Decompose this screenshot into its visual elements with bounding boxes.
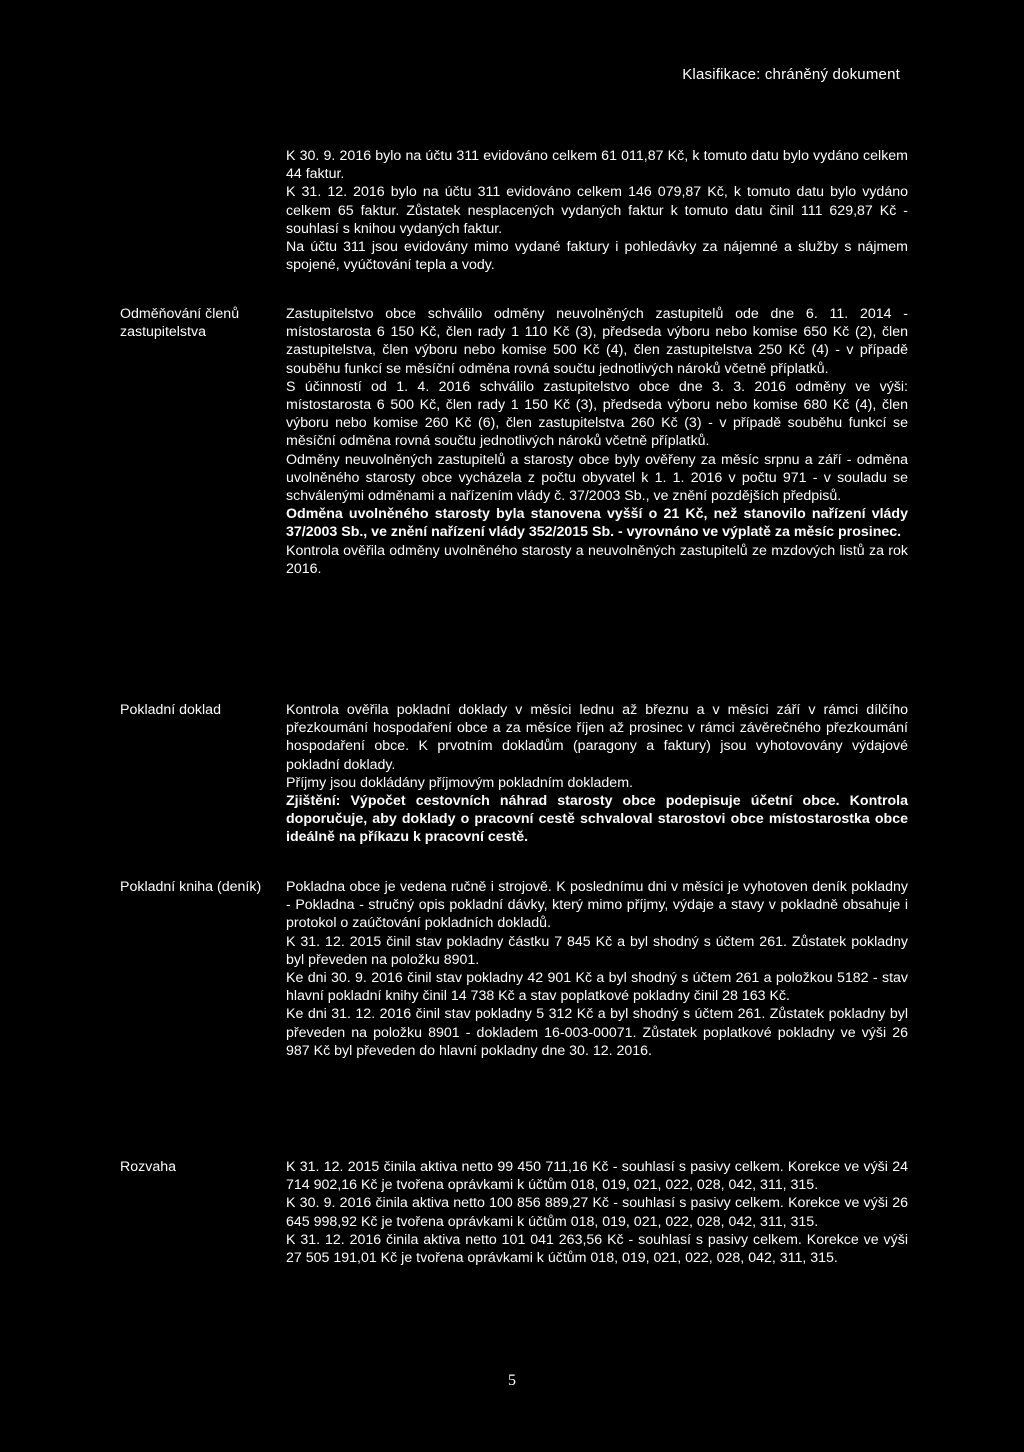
intro-paragraph: K 31. 12. 2016 bylo na účtu 311 evidováno celkem 146 079,87 Kč, k tomuto datu bylo vydáno celkem 65 faktur. Zůstatek nesplacených vydaných faktur k tomuto datu činil 111 629,87 Kč - souhlasí s knihou vydaných faktur. xyxy=(286,184,908,237)
section-body xyxy=(286,1158,908,1267)
section-label: Pokladní kniha (deník) xyxy=(120,879,262,895)
section-body xyxy=(286,701,908,847)
section-body xyxy=(286,878,908,1060)
section-paragraph: Kontrola ověřila odměny uvolněného starosty a neuvolněných zastupitelů ze mzdových listů za rok 2016. xyxy=(286,542,908,577)
section-paragraph: K 31. 12. 2015 činila aktiva netto 99 450 711,16 Kč - souhlasí s pasivy celkem. Korekce ve výši 24 714 902,16 Kč je tvořena oprávkami k účtům 018, 019, 021, 022, 028, 042, 311, 315. xyxy=(286,1159,908,1194)
section-paragraph: Odměny neuvolněných zastupitelů a starosty obce byly ověřeny za měsíc srpnu a září - odměna uvolněného starosty obce vycházela z počtu obyvatel k 1. 1. 2016 v počtu 971 - v souladu se schválenými odměnami a nařízením vlády č. 37/2003 Sb., ve znění pozdějších předpisů. xyxy=(286,451,908,505)
section-paragraph: Zastupitelstvo obce schválilo odměny neuvolněných zastupitelů ode dne 6. 11. 2014 - místostarosta 6 150 Kč, člen rady 1 110 Kč (3), předseda výboru nebo komise 650 Kč (2), člen zastupitelstva, člen výboru nebo komise 500 Kč (4), člen zastupitelstva 250 Kč (4) - v případě souběhu funkcí se měsíční odměna rovná součtu jednotlivých nároků včetně příplatků. xyxy=(286,306,908,377)
intro-paragraph: Na účtu 311 jsou evidovány mimo vydané faktury i pohledávky za nájemné a služby s nájmem spojené, vyúčtování tepla a vody. xyxy=(286,239,908,274)
section-body xyxy=(286,305,908,578)
finding-paragraph: Zjištění: Výpočet cestovních náhrad starosty obce podepisuje účetní obce. Kontrola doporučuje, aby doklady o pracovní cestě schvaloval starostovi obce místostarostka obce ideálně na příkazu k pracovní cestě. xyxy=(286,793,908,846)
intro-block xyxy=(286,147,908,274)
section-label: Odměňování členů zastupitelstva xyxy=(120,306,240,341)
section-paragraph: K 31. 12. 2015 činil stav pokladny částku 7 845 Kč a byl shodný s účtem 261. Zůstatek pokladny byl převeden na položku 8901. xyxy=(286,933,908,968)
section-paragraph: Ke dni 30. 9. 2016 činil stav pokladny 42 901 Kč a byl shodný s účtem 261 a položkou 5182 - stav hlavní pokladní knihy činil 14 738 Kč a stav poplatkové pokladny činil 28 163 Kč. xyxy=(286,970,908,1005)
page-number: 5 xyxy=(508,1372,516,1389)
section-paragraph: K 31. 12. 2016 činila aktiva netto 101 041 263,56 Kč - souhlasí s pasivy celkem. Korekce ve výši 27 505 191,01 Kč je tvořena oprávkami k účtům 018, 019, 021, 022, 028, 042, 311, 315. xyxy=(286,1231,908,1267)
section-paragraph: K 30. 9. 2016 činila aktiva netto 100 856 889,27 Kč - souhlasí s pasivy celkem. Korekce ve výši 26 645 998,92 Kč je tvořena oprávkami k účtům 018, 019, 021, 022, 028, 042, 311, 315. xyxy=(286,1195,908,1230)
intro-paragraph: K 30. 9. 2016 bylo na účtu 311 evidováno celkem 61 011,87 Kč, k tomuto datu bylo vydáno celkem 44 faktur. xyxy=(286,148,908,183)
classification-label: Klasifikace: chráněný dokument xyxy=(682,66,900,83)
section-paragraph: S účinností od 1. 4. 2016 schválilo zastupitelstvo obce dne 3. 3. 2016 odměny ve výši: místostarosta 6 500 Kč, člen rady 1 150 Kč (3), předseda výboru nebo komise 680 Kč (4), člen výboru nebo komise 260 Kč (6), člen zastupitelstva 260 Kč (3) - v případě souběhu funkcí se měsíční odměna rovná součtu jednotlivých nároků včetně příplatků. xyxy=(286,378,908,450)
finding-paragraph: Odměna uvolněného starosty byla stanovena vyšší o 21 Kč, než stanovilo nařízení vlády 37/2003 Sb., ve znění nařízení vlády 352/2015 Sb. - vyrovnáno ve výplatě za měsíc prosinec. xyxy=(286,506,908,541)
section-paragraph: Příjmy jsou dokládány příjmovým pokladním dokladem. xyxy=(286,774,633,791)
section-paragraph: Ke dni 31. 12. 2016 činil stav pokladny 5 312 Kč a byl shodný s účtem 261. Zůstatek pokladny byl převeden na položku 8901 - dokladem 16-003-00071. Zůstatek poplatkové pokladny ve výši 26 987 Kč byl převeden do hlavní pokladny dne 30. 12. 2016. xyxy=(286,1006,908,1059)
section-paragraph: Pokladna obce je vedena ručně i strojově. K poslednímu dni v měsíci je vyhotoven deník pokladny - Pokladna - stručný opis pokladní dávky, který mimo příjmy, výdaje a stavy v pokladně obsahuje i protokol o zaúčtování pokladních dokladů. xyxy=(286,879,908,932)
section-label: Rozvaha xyxy=(120,1159,176,1175)
section-label: Pokladní doklad xyxy=(120,702,221,718)
section-paragraph: Kontrola ověřila pokladní doklady v měsíci lednu až březnu a v měsíci září v rámci dílčího přezkoumání hospodaření obce a za měsíce říjen až prosinec v rámci závěrečného přezkoumání hospodaření obce. K prvotním dokladům (paragony a faktury) jsou vyhotovovány výdajové pokladní doklady. xyxy=(286,702,908,773)
